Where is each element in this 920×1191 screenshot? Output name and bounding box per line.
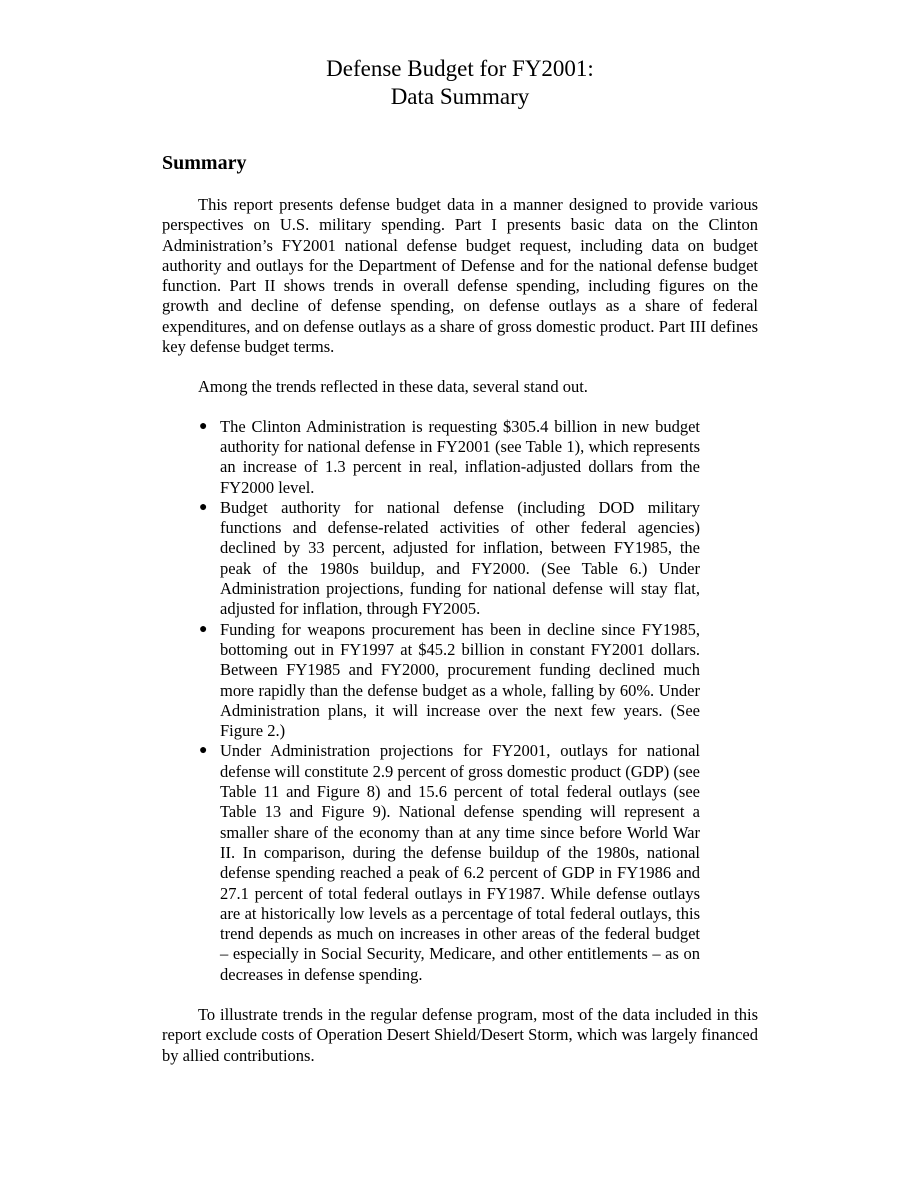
trends-bullet-list — [162, 417, 758, 985]
summary-paragraph-trends-lead: Among the trends reflected in these data, several stand out. — [198, 377, 588, 397]
bullet-icon: ● — [199, 743, 208, 759]
list-item — [199, 497, 700, 620]
summary-paragraph-intro: This report presents defense budget data in a manner designed to provide various perspectives on U.S. military spending. Part I presents basic data on the Clinton Administration’s FY2001 national defense budget request, including data on budget authority and outlays for the Department of Defense and for the national defense budget function. Part II shows trends in overall defense spending, including figures on the growth and decline of defense spending, on defense outlays as a share of federal expenditures, and on defense outlays as a share of gross domestic product. Part III defines key defense budget terms. — [162, 195, 758, 357]
bullet-text: The Clinton Administration is requesting $305.4 billion in new budget authority for national defense in FY2001 (see Table 1), which represents an increase of 1.3 percent in real, inflation-adjusted dollars from the FY2000 level. — [220, 416, 700, 497]
document-page — [162, 55, 758, 1066]
bullet-icon: ● — [199, 621, 208, 637]
bullet-text: Budget authority for national defense (including DOD military functions and defense-related activities of other federal agencies) declined by 33 percent, adjusted for inflation, between FY1985, the peak of the 1980s buildup, and FY2000. (See Table 6.) Under Administration projections, funding for national defense will stay flat, adjusted for inflation, through FY2005. — [220, 497, 700, 619]
document-title-line-2: Data Summary — [390, 84, 530, 109]
bullet-text: Funding for weapons procurement has been in decline since FY1985, bottoming out in FY1997 at $45.2 billion in constant FY2001 dollars. Between FY1985 and FY2000, procurement funding declined much more rapidly than the defense budget as a whole, falling by 60%. Under Administration plans, it will increase over the next few years. (See Figure 2.) — [220, 619, 700, 741]
bullet-icon: ● — [199, 499, 208, 515]
bullet-text: Under Administration projections for FY2001, outlays for national defense will constitute 2.9 percent of gross domestic product (GDP) (see Table 11 and Figure 8) and 15.6 percent of total federal outlays (see Table 13 and Figure 9). National defense spending will represent a smaller share of the economy than at any time since before World War II. In comparison, during the defense buildup of the 1980s, national defense spending reached a peak of 6.2 percent of GDP in FY1986 and 27.1 percent of total federal outlays in FY1987. While defense outlays are at historically low levels as a percentage of total federal outlays, this trend depends as much on increases in other areas of the federal budget – especially in Social Security, Medicare, and other entitlements – as on decreases in defense spending. — [220, 741, 700, 984]
summary-paragraph-closing: To illustrate trends in the regular defense program, most of the data included in this report exclude costs of Operation Desert Shield/Desert Storm, which was largely financed by allied contributions. — [162, 1004, 758, 1065]
list-item — [199, 416, 700, 498]
list-item — [199, 741, 700, 985]
document-title — [162, 55, 758, 111]
summary-heading: Summary — [162, 152, 247, 174]
list-item — [199, 619, 700, 742]
bullet-icon: ● — [199, 418, 208, 434]
document-title-line-1: Defense Budget for FY2001: — [326, 56, 594, 81]
